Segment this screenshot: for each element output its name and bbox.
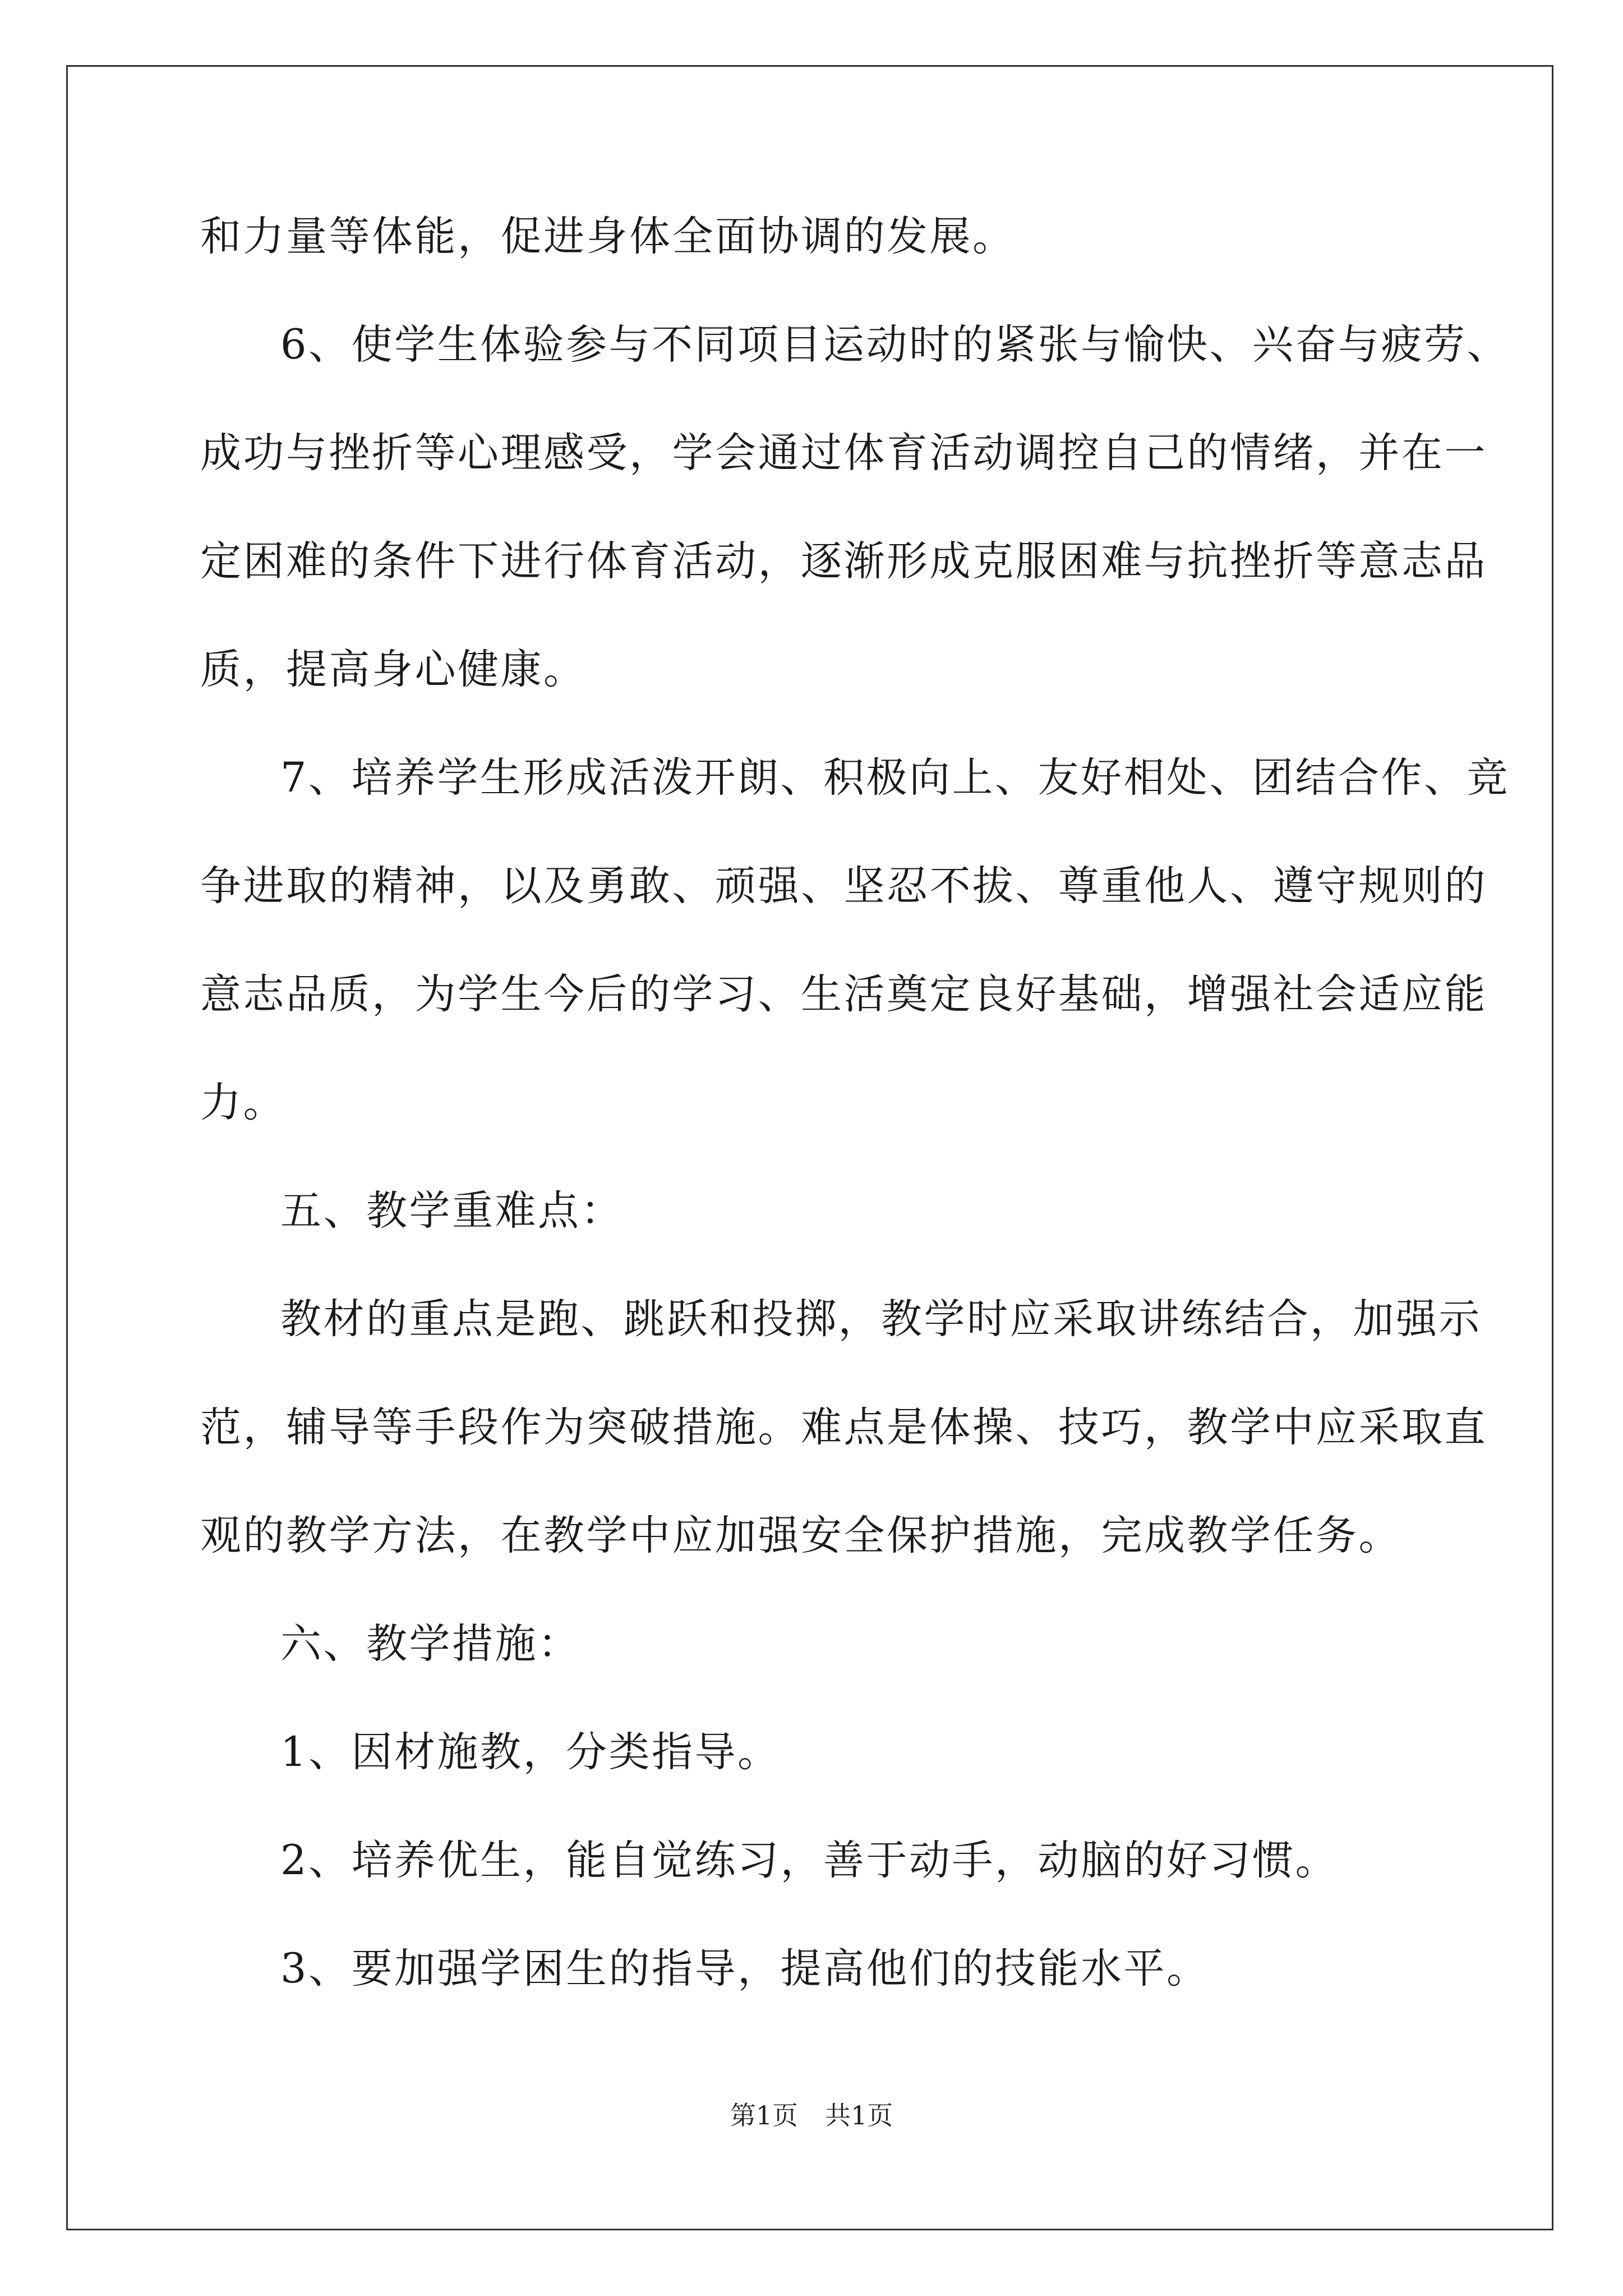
paragraph-line: 范，辅导等手段作为突破措施。难点是体操、技巧，教学中应采取直 [200,1404,1487,1451]
page-border [66,65,1553,2230]
paragraph-line: 定困难的条件下进行体育活动，逐渐形成克服困难与抗挫折等意志品 [200,537,1487,585]
paragraph-line: 观的教学方法，在教学中应加强安全保护措施，完成教学任务。 [200,1512,1401,1559]
paragraph-line: 质，提高身心健康。 [200,646,587,693]
page-number: 第1页 [730,2100,798,2131]
paragraph-line: 7、培养学生形成活泼开朗、积极向上、友好相处、团结合作、竞 [280,754,1510,802]
paragraph-line: 教材的重点是跑、跳跃和投掷，教学时应采取讲练结合，加强示 [280,1295,1482,1343]
paragraph-line: 和力量等体能，促进身体全面协调的发展。 [200,213,1016,260]
paragraph-line: 争进取的精神，以及勇敢、顽强、坚忍不拔、尊重他人、遵守规则的 [200,862,1487,910]
paragraph-line: 力。 [200,1079,286,1126]
section-heading: 五、教学重难点： [280,1187,624,1235]
paragraph-line: 6、使学生体验参与不同项目运动时的紧张与愉快、兴奋与疲劳、 [280,321,1510,369]
section-heading: 六、教学措施： [280,1620,581,1668]
list-item: 3、要加强学困生的指导，提高他们的技能水平。 [280,1945,1210,1993]
paragraph-line: 意志品质，为学生今后的学习、生活奠定良好基础，增强社会适应能 [200,970,1487,1018]
paragraph-line: 成功与挫折等心理感受，学会通过体育活动调控自己的情绪，并在一 [200,429,1487,477]
list-item: 1、因材施教，分类指导。 [280,1728,781,1776]
page-count: 共1页 [825,2100,893,2131]
list-item: 2、培养优生，能自觉练习，善于动手，动脑的好习惯。 [280,1837,1338,1884]
page-footer [0,2100,1623,2131]
